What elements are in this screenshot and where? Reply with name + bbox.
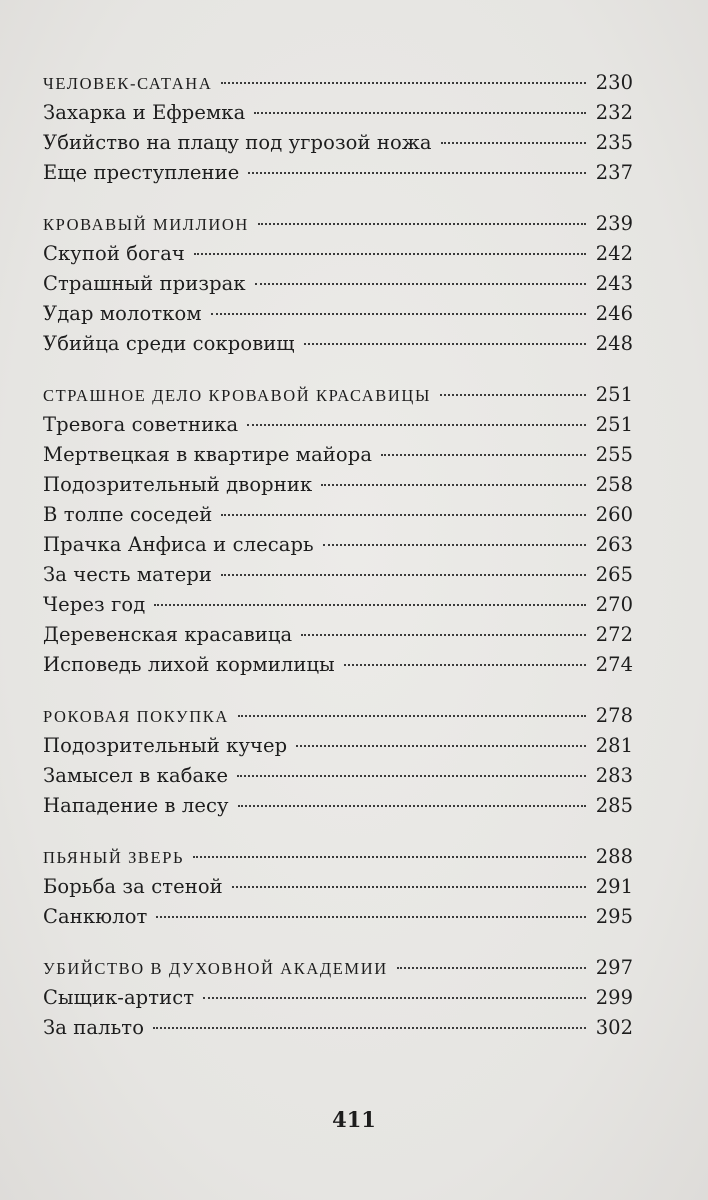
toc-section-heading — [43, 842, 633, 872]
dot-leader — [304, 343, 586, 345]
toc-chapter-entry — [43, 269, 633, 299]
page-reference: 243 — [595, 272, 633, 295]
page-reference: 295 — [595, 905, 633, 928]
chapter-title: Удар молотком — [43, 302, 202, 325]
chapter-title: Страшный призрак — [43, 272, 246, 295]
dot-leader — [238, 805, 586, 807]
chapter-title: Подозрительный дворник — [43, 473, 313, 496]
page-reference: 283 — [595, 764, 633, 787]
toc-chapter-entry — [43, 158, 633, 188]
table-of-contents — [43, 68, 633, 1064]
chapter-title: Еще преступление — [43, 161, 240, 184]
dot-leader — [397, 967, 586, 969]
toc-chapter-entry — [43, 791, 633, 821]
section-title: ЧЕЛОВЕК-САТАНА — [43, 74, 213, 93]
dot-leader — [221, 574, 586, 576]
toc-section — [43, 842, 633, 932]
chapter-title: За пальто — [43, 1016, 145, 1039]
toc-chapter-entry — [43, 761, 633, 791]
chapter-title: Нападение в лесу — [43, 794, 229, 817]
chapter-title: Подозрительный кучер — [43, 734, 288, 757]
dot-leader — [221, 514, 585, 516]
chapter-title: Замысел в кабаке — [43, 764, 229, 787]
page-reference: 299 — [595, 986, 633, 1009]
toc-chapter-entry — [43, 560, 633, 590]
page-reference: 251 — [595, 413, 633, 436]
toc-chapter-entry — [43, 470, 633, 500]
toc-chapter-entry — [43, 902, 633, 932]
dot-leader — [156, 916, 585, 918]
page-reference: 258 — [595, 473, 633, 496]
section-title: РОКОВАЯ ПОКУПКА — [43, 707, 229, 726]
chapter-title: Исповедь лихой кормилицы — [43, 653, 335, 676]
toc-chapter-entry — [43, 299, 633, 329]
toc-chapter-entry — [43, 731, 633, 761]
toc-chapter-entry — [43, 239, 633, 269]
toc-section-heading — [43, 380, 633, 410]
page-reference: 263 — [595, 533, 633, 556]
toc-chapter-entry — [43, 1013, 633, 1043]
page-reference: 242 — [595, 242, 633, 265]
dot-leader — [153, 1027, 586, 1029]
toc-chapter-entry — [43, 98, 633, 128]
toc-section-heading — [43, 953, 633, 983]
toc-section-heading — [43, 68, 633, 98]
dot-leader — [301, 634, 586, 636]
dot-leader — [237, 775, 586, 777]
toc-section-heading — [43, 209, 633, 239]
chapter-title: За честь матери — [43, 563, 213, 586]
dot-leader — [194, 253, 586, 255]
chapter-title: Через год — [43, 593, 146, 616]
chapter-title: Захарка и Ефремка — [43, 101, 246, 124]
toc-chapter-entry — [43, 329, 633, 359]
dot-leader — [321, 484, 586, 486]
toc-section — [43, 380, 633, 680]
page-reference: 232 — [595, 101, 633, 124]
dot-leader — [247, 424, 586, 426]
toc-chapter-entry — [43, 500, 633, 530]
chapter-title: Прачка Анфиса и слесарь — [43, 533, 314, 556]
chapter-title: Скупой богач — [43, 242, 185, 265]
toc-chapter-entry — [43, 872, 633, 902]
dot-leader — [255, 283, 586, 285]
toc-chapter-entry — [43, 650, 633, 680]
dot-leader — [193, 856, 586, 858]
page-reference: 235 — [595, 131, 633, 154]
toc-section — [43, 209, 633, 359]
chapter-title: Тревога советника — [43, 413, 239, 436]
dot-leader — [296, 745, 586, 747]
dot-leader — [440, 394, 586, 396]
page-reference: 297 — [595, 956, 633, 979]
chapter-title: Убийца среди сокровищ — [43, 332, 295, 355]
toc-section — [43, 701, 633, 821]
page-reference: 248 — [595, 332, 633, 355]
dot-leader — [258, 223, 586, 225]
page-reference: 302 — [595, 1016, 633, 1039]
dot-leader — [232, 886, 586, 888]
page-reference: 251 — [595, 383, 633, 406]
section-title: КРОВАВЫЙ МИЛЛИОН — [43, 215, 249, 234]
dot-leader — [323, 544, 586, 546]
dot-leader — [248, 172, 585, 174]
page-reference: 237 — [595, 161, 633, 184]
section-title: СТРАШНОЕ ДЕЛО КРОВАВОЙ КРАСАВИЦЫ — [43, 386, 431, 405]
page-reference: 272 — [595, 623, 633, 646]
page-reference: 260 — [595, 503, 633, 526]
page-reference: 246 — [595, 302, 633, 325]
section-title: УБИЙСТВО В ДУХОВНОЙ АКАДЕМИИ — [43, 959, 388, 978]
chapter-title: Борьба за стеной — [43, 875, 223, 898]
dot-leader — [441, 142, 586, 144]
chapter-title: Мертвецкая в квартире майора — [43, 443, 373, 466]
dot-leader — [211, 313, 586, 315]
dot-leader — [344, 664, 586, 666]
page-reference: 278 — [595, 704, 633, 727]
dot-leader — [381, 454, 586, 456]
toc-section — [43, 68, 633, 188]
chapter-title: Убийство на плацу под угрозой ножа — [43, 131, 432, 154]
page-reference: 281 — [595, 734, 633, 757]
page-reference: 255 — [595, 443, 633, 466]
page-reference: 239 — [595, 212, 633, 235]
chapter-title: В толпе соседей — [43, 503, 213, 526]
dot-leader — [238, 715, 586, 717]
toc-chapter-entry — [43, 410, 633, 440]
page-reference: 230 — [595, 71, 633, 94]
page-reference: 285 — [595, 794, 633, 817]
page-reference: 274 — [595, 653, 633, 676]
page-reference: 291 — [595, 875, 633, 898]
toc-chapter-entry — [43, 620, 633, 650]
toc-section-heading — [43, 701, 633, 731]
dot-leader — [254, 112, 585, 114]
chapter-title: Сыщик-артист — [43, 986, 195, 1009]
toc-chapter-entry — [43, 128, 633, 158]
dot-leader — [221, 82, 585, 84]
chapter-title: Деревенская красавица — [43, 623, 293, 646]
page-reference: 270 — [595, 593, 633, 616]
dot-leader — [154, 604, 585, 606]
section-title: ПЬЯНЫЙ ЗВЕРЬ — [43, 848, 185, 867]
page-reference: 288 — [595, 845, 633, 868]
toc-chapter-entry — [43, 440, 633, 470]
page-number: 411 — [332, 1107, 376, 1132]
chapter-title: Санкюлот — [43, 905, 148, 928]
toc-chapter-entry — [43, 530, 633, 560]
toc-chapter-entry — [43, 983, 633, 1013]
toc-section — [43, 953, 633, 1043]
toc-chapter-entry — [43, 590, 633, 620]
page-reference: 265 — [595, 563, 633, 586]
dot-leader — [203, 997, 586, 999]
